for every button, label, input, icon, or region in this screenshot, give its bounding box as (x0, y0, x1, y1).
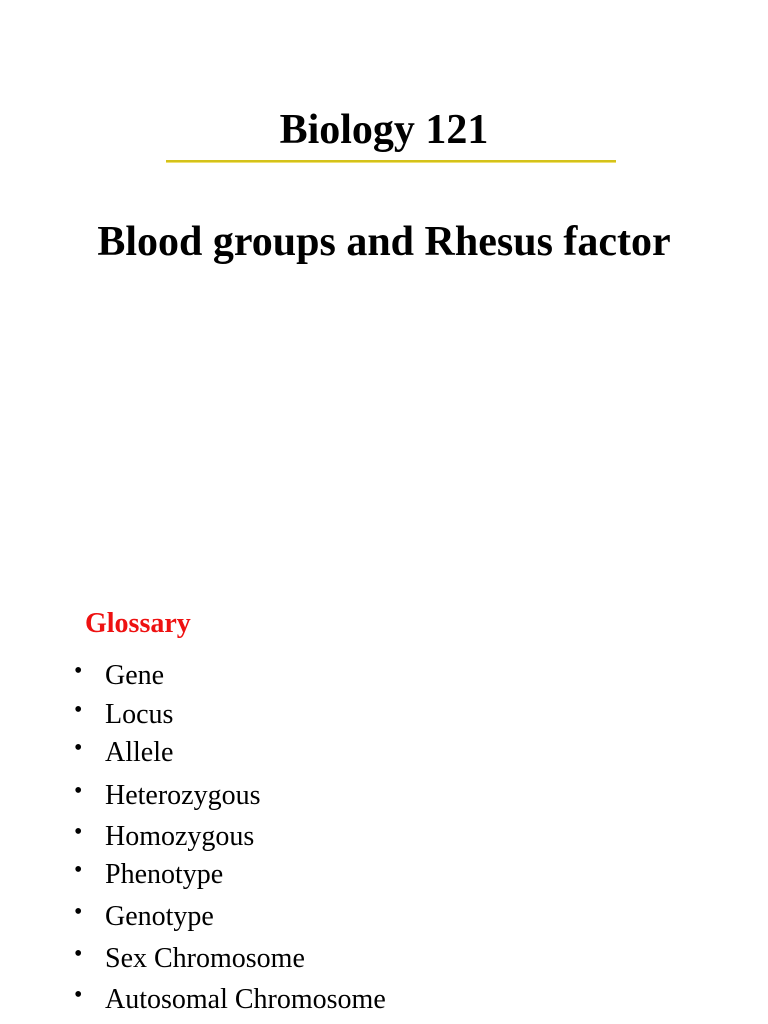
bullet-icon: • (74, 697, 83, 723)
glossary-item-homozygous (74, 820, 254, 854)
glossary-item-phenotype (74, 858, 223, 892)
glossary-term: Heterozygous (105, 780, 261, 811)
glossary-term: Sex Chromosome (105, 943, 305, 974)
bullet-icon: • (74, 941, 83, 967)
glossary-heading: Glossary (85, 608, 191, 639)
glossary-item-sex-chromosome (74, 942, 305, 976)
bullet-icon: • (74, 982, 83, 1008)
course-title: Biology 121 (279, 107, 489, 153)
glossary-item-allele (74, 736, 173, 770)
bullet-icon: • (74, 658, 83, 684)
glossary-term: Autosomal Chromosome (105, 984, 386, 1015)
glossary-item-gene (74, 659, 164, 693)
glossary-term: Genotype (105, 901, 214, 932)
glossary-term: Phenotype (105, 859, 224, 890)
glossary-term: Gene (105, 660, 165, 691)
glossary-term: Allele (105, 737, 174, 768)
bullet-icon: • (74, 857, 83, 883)
bullet-icon: • (74, 899, 83, 925)
glossary-term: Homozygous (105, 821, 255, 852)
glossary-item-autosomal-chromosome (74, 983, 386, 1017)
bullet-icon: • (74, 819, 83, 845)
glossary-item-heterozygous (74, 779, 261, 813)
bullet-icon: • (74, 735, 83, 761)
glossary-term: Locus (105, 699, 174, 730)
topic-title: Blood groups and Rhesus factor (97, 219, 671, 265)
title-underline-rule (166, 160, 616, 163)
glossary-item-genotype (74, 900, 214, 934)
bullet-icon: • (74, 778, 83, 804)
glossary-item-locus (74, 698, 173, 732)
